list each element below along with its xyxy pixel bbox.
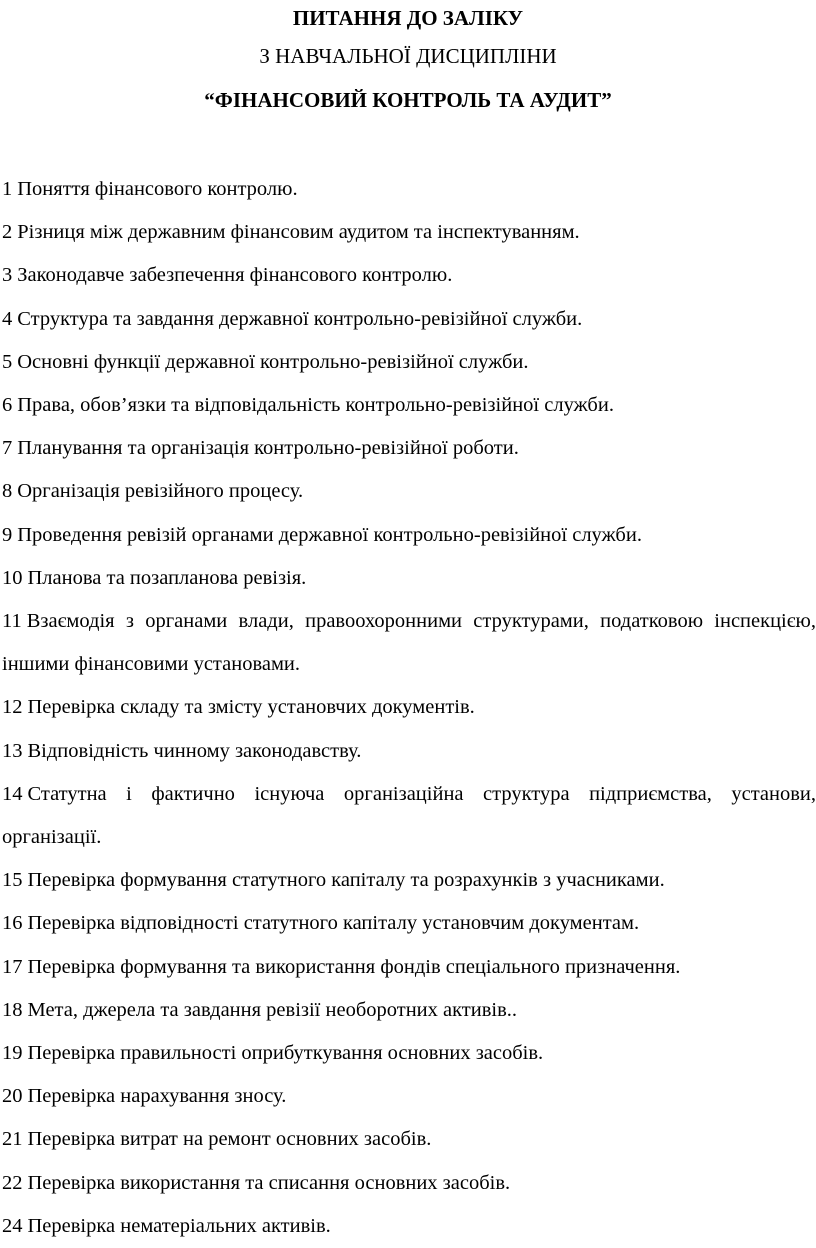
question-item: [2, 946, 816, 989]
question-item: [2, 1118, 816, 1161]
question-number: 16: [2, 912, 23, 935]
question-item: [2, 1032, 816, 1075]
question-item: [2, 514, 816, 557]
question-number: 21: [2, 1128, 23, 1151]
question-item: [2, 211, 816, 254]
question-item: [2, 600, 816, 686]
question-number: 8: [2, 480, 13, 503]
question-text: Перевірка правильності оприбуткування основних засобів.: [27, 1042, 544, 1065]
discipline-name: “ФІНАНСОВИЙ КОНТРОЛЬ ТА АУДИТ”: [204, 88, 612, 112]
question-number: 1: [2, 178, 13, 200]
document-title: ПИТАННЯ ДО ЗАЛІКУ: [292, 6, 524, 30]
question-text: Планування та організація контрольно-ревізійної роботи.: [17, 437, 519, 460]
question-number: 2: [2, 221, 13, 244]
question-number: 14: [2, 782, 23, 805]
question-number: 10: [2, 566, 23, 589]
question-number: 22: [2, 1171, 23, 1194]
question-text: Структура та завдання державної контрольно-ревізійної служби.: [17, 307, 583, 330]
question-item: [2, 859, 816, 902]
question-number: 9: [2, 523, 13, 546]
question-text: Відповідність чинному законодавству.: [27, 739, 362, 762]
question-item: [2, 989, 816, 1032]
question-text: Законодавче забезпечення фінансового контролю.: [17, 264, 453, 287]
question-number: 6: [2, 394, 13, 417]
question-number: 24: [2, 1214, 23, 1237]
question-text: Різниця між державним фінансовим аудитом та інспектуванням.: [17, 221, 580, 244]
question-item: [2, 773, 816, 859]
question-item: [2, 298, 816, 341]
question-number: 17: [2, 955, 23, 978]
question-item: [2, 168, 816, 211]
question-number: 3: [2, 264, 13, 287]
discipline-caption: З НАВЧАЛЬНОЇ ДИСЦИПЛІНИ: [259, 44, 557, 68]
question-item: [2, 341, 816, 384]
question-item: [2, 254, 816, 297]
question-item: [2, 427, 816, 470]
question-text: Перевірка використання та списання основних засобів.: [27, 1171, 511, 1194]
question-text: Поняття фінансового контролю.: [17, 178, 298, 200]
question-text: Перевірка формування та використання фондів спеціального призначення.: [27, 955, 681, 978]
question-text: Перевірка складу та змісту установчих документів.: [27, 696, 475, 719]
question-text: Взаємодія з органами влади, правоохоронними структурами, податковою інспекцією, іншими фінансовими установами.: [2, 610, 816, 676]
question-number: 5: [2, 350, 13, 373]
question-number: 19: [2, 1042, 23, 1065]
question-list: [2, 168, 816, 1248]
question-text: Основні функції державної контрольно-ревізійної служби.: [17, 350, 529, 373]
question-text: Статутна і фактично існуюча організаційна структура підприємства, установи, організації.: [2, 782, 816, 849]
question-number: 13: [2, 739, 23, 762]
question-text: Організація ревізійного процесу.: [17, 480, 304, 503]
question-item: [2, 1075, 816, 1118]
question-number: 15: [2, 869, 23, 892]
question-text: Перевірка відповідності статутного капіталу установчим документам.: [27, 912, 640, 935]
question-item: [2, 730, 816, 773]
question-item: [2, 1205, 816, 1248]
question-number: 4: [2, 307, 13, 330]
question-item: [2, 470, 816, 513]
question-number: 7: [2, 437, 13, 460]
question-number: 11: [2, 610, 22, 633]
question-item: [2, 557, 816, 600]
question-number: 20: [2, 1085, 23, 1108]
question-item: [2, 902, 816, 945]
question-number: 12: [2, 696, 23, 719]
question-text: Перевірка формування статутного капіталу та розрахунків з учасниками.: [27, 869, 665, 892]
question-text: Права, обов’язки та відповідальність контрольно-ревізійної служби.: [17, 394, 614, 417]
question-text: Перевірка витрат на ремонт основних засобів.: [27, 1128, 432, 1151]
question-text: Перевірка нематеріальних активів.: [27, 1214, 331, 1237]
question-text: Мета, джерела та завдання ревізії необоротних активів..: [27, 998, 518, 1021]
question-item: [2, 686, 816, 729]
question-item: [2, 384, 816, 427]
question-text: Перевірка нарахування зносу.: [27, 1085, 287, 1108]
question-item: [2, 1162, 816, 1205]
question-text: Планова та позапланова ревізія.: [27, 566, 307, 589]
question-number: 18: [2, 998, 23, 1021]
question-text: Проведення ревізій органами державної контрольно-ревізійної служби.: [17, 523, 642, 546]
